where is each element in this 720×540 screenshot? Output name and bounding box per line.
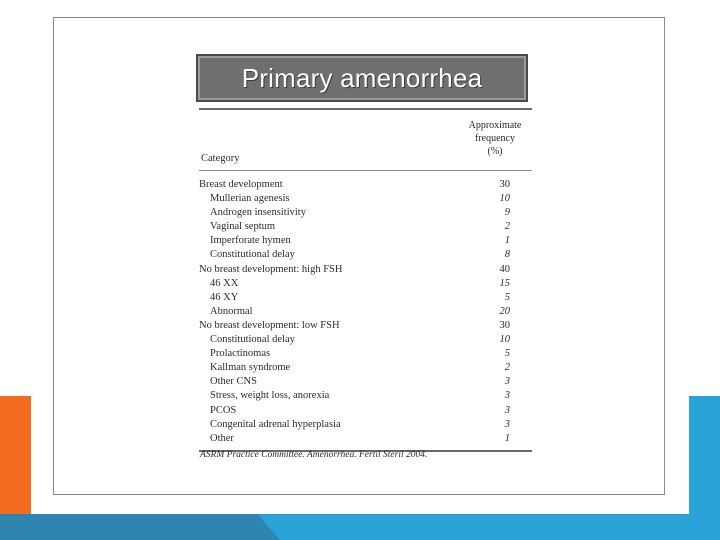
row-frequency: 8 bbox=[504, 249, 510, 261]
row-frequency: 1 bbox=[504, 235, 510, 247]
table-row bbox=[199, 404, 532, 418]
row-category: Kallman syndrome bbox=[210, 362, 291, 374]
table-row bbox=[199, 333, 532, 347]
row-category: Imperforate hymen bbox=[210, 235, 291, 247]
header-frequency bbox=[464, 119, 526, 158]
table-row bbox=[199, 178, 532, 192]
source-caption: ASRM Practice Committee. Amenorrhea. Fertil Steril 2004. bbox=[200, 450, 428, 460]
row-frequency: 3 bbox=[504, 418, 510, 430]
title-box bbox=[196, 54, 528, 102]
table-header-rule bbox=[199, 170, 532, 171]
frequency-table bbox=[199, 108, 532, 452]
table-row bbox=[199, 277, 532, 291]
row-frequency: 20 bbox=[499, 305, 510, 317]
table-row bbox=[199, 389, 532, 403]
row-frequency: 2 bbox=[504, 362, 510, 374]
row-category: PCOS bbox=[210, 404, 237, 416]
row-category: Abnormal bbox=[210, 305, 253, 317]
row-category: 46 XY bbox=[210, 291, 239, 303]
table-row bbox=[199, 375, 532, 389]
row-category: Constitutional delay bbox=[210, 249, 295, 261]
row-category: Androgen insensitivity bbox=[210, 207, 306, 219]
header-frequency-line1: Approximate bbox=[468, 120, 522, 131]
row-frequency: 40 bbox=[499, 263, 510, 275]
row-frequency: 30 bbox=[499, 319, 510, 331]
row-category: 46 XX bbox=[210, 277, 239, 289]
table-row bbox=[199, 248, 532, 262]
table-row bbox=[199, 432, 532, 446]
row-category: Congenital adrenal hyperplasia bbox=[210, 418, 341, 430]
table-row bbox=[199, 418, 532, 432]
header-category: Category bbox=[201, 153, 240, 164]
row-frequency: 1 bbox=[504, 432, 510, 444]
row-frequency: 3 bbox=[504, 376, 510, 388]
table-row bbox=[199, 220, 532, 234]
row-frequency: 3 bbox=[504, 390, 510, 402]
table-row bbox=[199, 291, 532, 305]
row-category: No breast development: low FSH bbox=[199, 319, 340, 331]
table-row bbox=[199, 361, 532, 375]
table-row bbox=[199, 234, 532, 248]
row-category: No breast development: high FSH bbox=[199, 263, 343, 275]
row-frequency: 5 bbox=[504, 348, 510, 360]
row-frequency: 10 bbox=[499, 193, 510, 205]
row-frequency: 15 bbox=[499, 277, 510, 289]
row-category: Constitutional delay bbox=[210, 334, 295, 346]
header-frequency-line3: (%) bbox=[487, 146, 503, 157]
bottom-dark-blue-bar bbox=[0, 514, 280, 540]
slide-title: Primary amenorrhea bbox=[241, 62, 483, 93]
table-row bbox=[199, 206, 532, 220]
table-header bbox=[199, 110, 532, 164]
row-frequency: 2 bbox=[504, 221, 510, 233]
table-row bbox=[199, 192, 532, 206]
row-category: Other CNS bbox=[210, 376, 257, 388]
table-row bbox=[199, 347, 532, 361]
row-frequency: 5 bbox=[504, 291, 510, 303]
row-category: Mullerian agenesis bbox=[210, 193, 290, 205]
table-row bbox=[199, 319, 532, 333]
row-category: Prolactinomas bbox=[210, 348, 271, 360]
row-frequency: 9 bbox=[504, 207, 510, 219]
row-frequency: 3 bbox=[504, 404, 510, 416]
table-body bbox=[199, 178, 532, 446]
row-category: Breast development bbox=[199, 179, 283, 190]
row-frequency: 30 bbox=[499, 179, 510, 190]
row-frequency: 10 bbox=[499, 334, 510, 346]
row-category: Vaginal septum bbox=[210, 221, 276, 233]
row-category: Stress, weight loss, anorexia bbox=[210, 390, 330, 402]
row-category: Other bbox=[210, 432, 234, 444]
table-row bbox=[199, 263, 532, 277]
header-frequency-line2: frequency bbox=[475, 133, 515, 144]
table-row bbox=[199, 305, 532, 319]
